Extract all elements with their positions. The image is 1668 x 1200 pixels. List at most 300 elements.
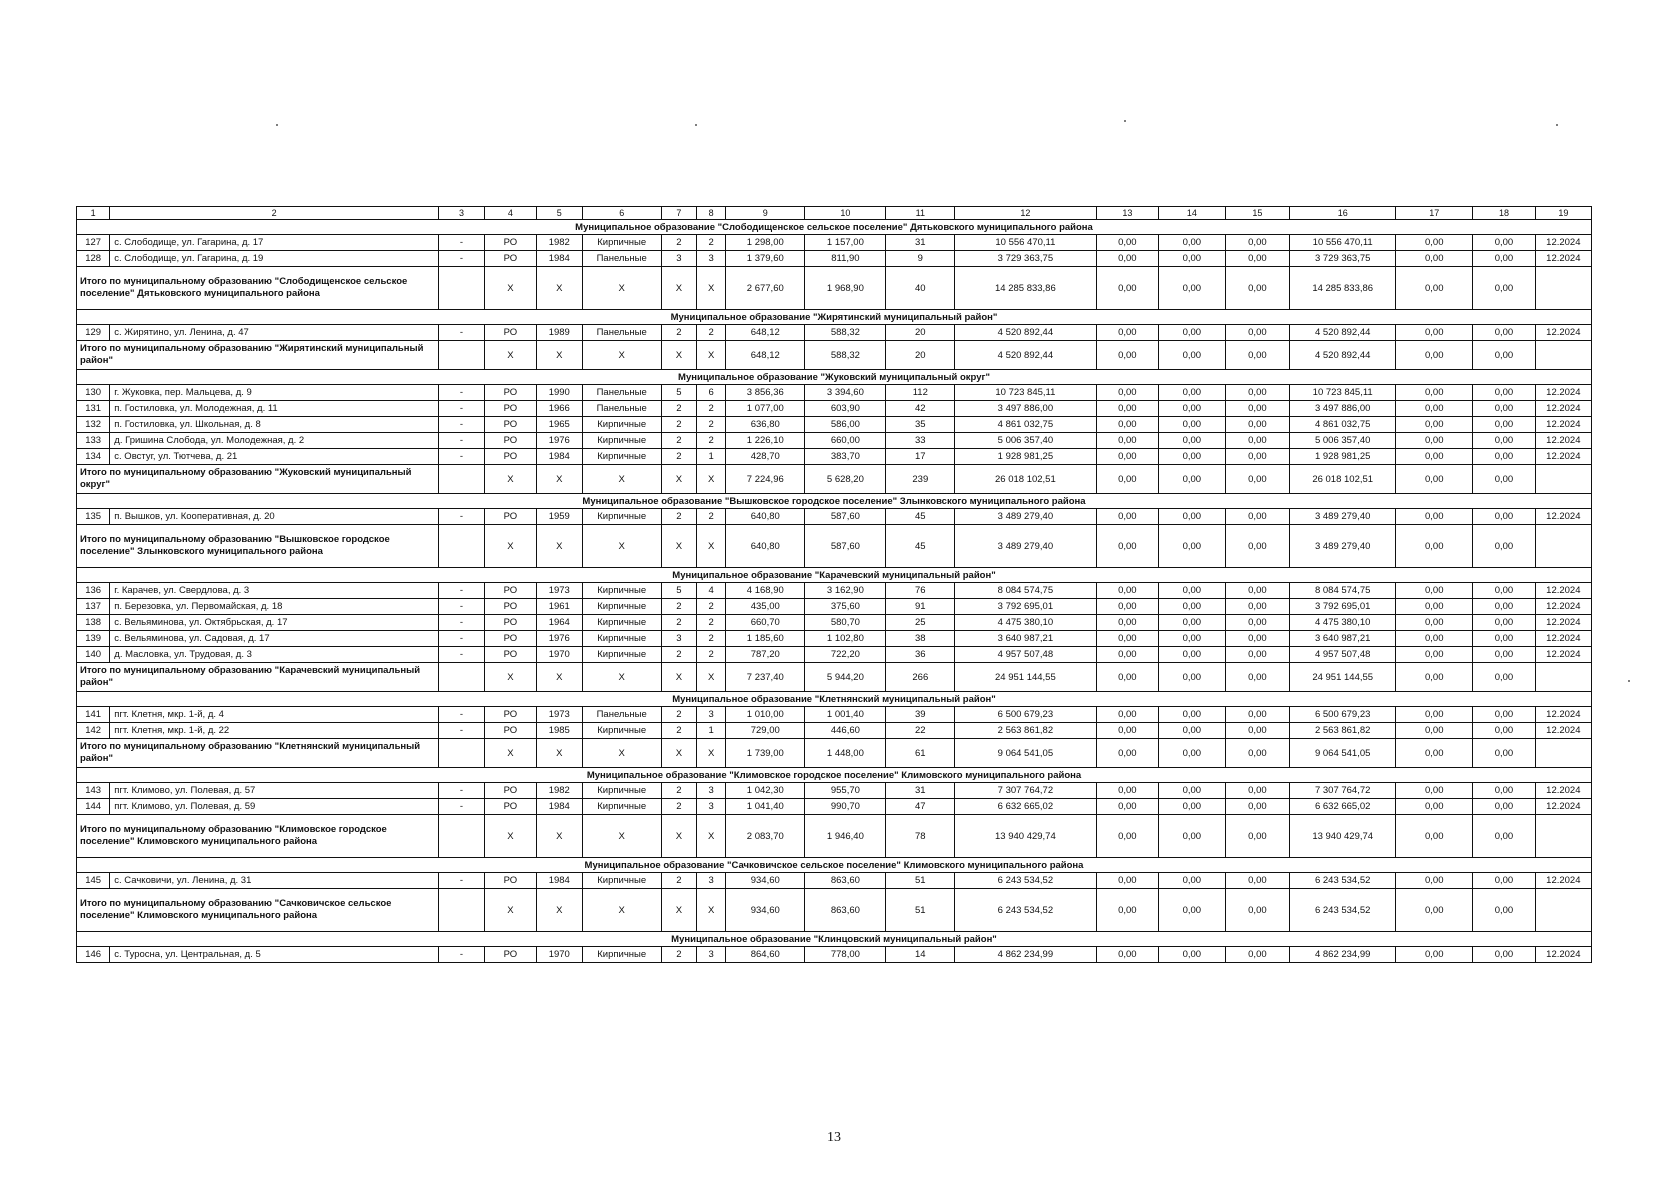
table-cell: 3	[697, 251, 726, 267]
table-cell: 1 157,00	[805, 235, 886, 251]
total-cell: X	[582, 663, 661, 692]
total-cell: 934,60	[726, 889, 805, 932]
table-cell: 0,00	[1225, 873, 1290, 889]
table-cell: 0,00	[1396, 783, 1473, 799]
table-cell: -	[439, 707, 485, 723]
table-cell: 10 556 470,11	[955, 235, 1097, 251]
table-cell: 0,00	[1396, 235, 1473, 251]
table-cell: 3	[697, 783, 726, 799]
column-number: 19	[1535, 207, 1591, 220]
table-cell: 1984	[536, 873, 582, 889]
table-cell: 145	[77, 873, 110, 889]
table-cell: 0,00	[1473, 583, 1535, 599]
table-cell: 4 861 032,75	[1290, 417, 1396, 433]
total-row	[77, 815, 1592, 858]
total-cell: 78	[886, 815, 955, 858]
table-cell: -	[439, 251, 485, 267]
total-cell: 1 448,00	[805, 739, 886, 768]
total-cell	[1535, 267, 1591, 310]
table-cell: 42	[886, 401, 955, 417]
table-cell: 0,00	[1396, 385, 1473, 401]
table-cell: 0,00	[1159, 631, 1226, 647]
total-cell	[439, 341, 485, 370]
total-cell: 0,00	[1396, 815, 1473, 858]
address-cell: д. Гришина Слобода, ул. Молодежная, д. 2	[110, 433, 439, 449]
table-cell: Панельные	[582, 401, 661, 417]
section-header-row	[77, 692, 1592, 707]
table-cell: 1 928 981,25	[955, 449, 1097, 465]
table-cell: 0,00	[1096, 599, 1158, 615]
total-cell: 0,00	[1396, 525, 1473, 568]
total-cell: X	[697, 815, 726, 858]
table-cell: 1984	[536, 251, 582, 267]
section-header-row	[77, 220, 1592, 235]
table-cell: РО	[484, 799, 536, 815]
table-cell: 4	[697, 583, 726, 599]
table-cell: 2	[661, 235, 696, 251]
total-cell: 0,00	[1096, 525, 1158, 568]
table-cell: 588,32	[805, 325, 886, 341]
table-cell: 36	[886, 647, 955, 663]
table-cell: РО	[484, 647, 536, 663]
table-cell: 3 489 279,40	[1290, 509, 1396, 525]
table-cell: РО	[484, 235, 536, 251]
table-cell: 4 957 507,48	[1290, 647, 1396, 663]
total-cell: 24 951 144,55	[1290, 663, 1396, 692]
total-cell	[439, 739, 485, 768]
total-cell: X	[661, 663, 696, 692]
table-cell: 22	[886, 723, 955, 739]
total-cell: 863,60	[805, 889, 886, 932]
table-cell: 4 520 892,44	[955, 325, 1097, 341]
address-cell: с. Жирятино, ул. Ленина, д. 47	[110, 325, 439, 341]
address-cell: пгт. Климово, ул. Полевая, д. 57	[110, 783, 439, 799]
table-cell: Панельные	[582, 707, 661, 723]
total-label: Итого по муниципальному образованию "Жирятинский муниципальный район"	[77, 341, 439, 370]
table-cell: 0,00	[1096, 631, 1158, 647]
table-cell: 12.2024	[1535, 583, 1591, 599]
table-cell: 0,00	[1473, 947, 1535, 963]
table-cell: 140	[77, 647, 110, 663]
table-cell: РО	[484, 417, 536, 433]
table-cell: 1961	[536, 599, 582, 615]
total-cell: 0,00	[1225, 341, 1290, 370]
total-cell: 0,00	[1225, 739, 1290, 768]
table-cell: 0,00	[1225, 583, 1290, 599]
total-cell: X	[536, 465, 582, 494]
table-cell: 0,00	[1225, 783, 1290, 799]
total-cell: X	[536, 267, 582, 310]
table-cell: 3	[697, 873, 726, 889]
page-number: 13	[827, 1130, 841, 1145]
section-header-row	[77, 858, 1592, 873]
table-cell: 9	[886, 251, 955, 267]
total-cell: 4 520 892,44	[1290, 341, 1396, 370]
table-cell: 0,00	[1396, 723, 1473, 739]
table-row	[77, 723, 1592, 739]
total-cell: 9 064 541,05	[955, 739, 1097, 768]
table-cell: 0,00	[1225, 401, 1290, 417]
table-cell: Кирпичные	[582, 783, 661, 799]
table-cell: -	[439, 385, 485, 401]
total-cell: X	[536, 739, 582, 768]
total-cell: 0,00	[1396, 739, 1473, 768]
table-row	[77, 417, 1592, 433]
total-cell: X	[484, 465, 536, 494]
table-cell: 5 006 357,40	[955, 433, 1097, 449]
column-number: 12	[955, 207, 1097, 220]
table-cell: 0,00	[1473, 433, 1535, 449]
total-row	[77, 663, 1592, 692]
table-cell: 1984	[536, 799, 582, 815]
table-cell: Кирпичные	[582, 631, 661, 647]
total-cell: 0,00	[1396, 889, 1473, 932]
table-cell: 0,00	[1159, 799, 1226, 815]
table-cell: 31	[886, 783, 955, 799]
total-cell: 0,00	[1096, 739, 1158, 768]
table-cell: 0,00	[1396, 325, 1473, 341]
table-cell: 51	[886, 873, 955, 889]
table-cell: 0,00	[1225, 615, 1290, 631]
total-cell: 13 940 429,74	[1290, 815, 1396, 858]
table-cell: 6	[697, 385, 726, 401]
column-number: 11	[886, 207, 955, 220]
table-cell: 2	[697, 433, 726, 449]
table-cell: 811,90	[805, 251, 886, 267]
table-cell: 2	[661, 799, 696, 815]
total-cell: 7 224,96	[726, 465, 805, 494]
table-cell: 3	[697, 707, 726, 723]
table-cell: 3 497 886,00	[1290, 401, 1396, 417]
total-cell: 0,00	[1473, 465, 1535, 494]
total-cell: 45	[886, 525, 955, 568]
total-cell: X	[536, 341, 582, 370]
total-cell: X	[582, 267, 661, 310]
table-body	[77, 207, 1592, 963]
total-cell: 0,00	[1096, 267, 1158, 310]
address-cell: п. Гостиловка, ул. Молодежная, д. 11	[110, 401, 439, 417]
table-cell: 0,00	[1473, 449, 1535, 465]
table-cell: 2	[661, 509, 696, 525]
column-number: 3	[439, 207, 485, 220]
table-cell: 603,90	[805, 401, 886, 417]
total-cell: X	[661, 525, 696, 568]
table-cell: Кирпичные	[582, 647, 661, 663]
table-cell: 2	[661, 873, 696, 889]
scan-speck	[1556, 124, 1558, 126]
total-cell: 0,00	[1096, 889, 1158, 932]
total-cell	[439, 663, 485, 692]
total-row	[77, 525, 1592, 568]
total-cell: 0,00	[1096, 465, 1158, 494]
total-row	[77, 341, 1592, 370]
table-cell: -	[439, 449, 485, 465]
table-cell: -	[439, 647, 485, 663]
total-cell: 0,00	[1159, 815, 1226, 858]
table-cell: 0,00	[1096, 723, 1158, 739]
total-cell: 26 018 102,51	[1290, 465, 1396, 494]
total-cell: 640,80	[726, 525, 805, 568]
column-number: 7	[661, 207, 696, 220]
total-cell: X	[697, 465, 726, 494]
total-cell: X	[536, 815, 582, 858]
table-cell: 0,00	[1159, 417, 1226, 433]
housing-register-table	[76, 206, 1592, 963]
section-title: Муниципальное образование "Клетнянский муниципальный район"	[77, 692, 1592, 707]
table-cell: 1964	[536, 615, 582, 631]
table-cell: 6 243 534,52	[955, 873, 1097, 889]
table-cell: 428,70	[726, 449, 805, 465]
total-label: Итого по муниципальному образованию "Слободищенское сельское поселение" Дятьковского муниципального района	[77, 267, 439, 310]
table-cell: 4 957 507,48	[955, 647, 1097, 663]
table-cell: 0,00	[1159, 783, 1226, 799]
total-cell: 2 083,70	[726, 815, 805, 858]
table-cell: 0,00	[1396, 509, 1473, 525]
table-cell: 2	[697, 401, 726, 417]
total-label: Итого по муниципальному образованию "Жуковский муниципальный округ"	[77, 465, 439, 494]
total-cell	[1535, 889, 1591, 932]
address-cell: п. Гостиловка, ул. Школьная, д. 8	[110, 417, 439, 433]
table-cell: 0,00	[1396, 401, 1473, 417]
total-cell: 0,00	[1225, 267, 1290, 310]
total-cell: 0,00	[1396, 465, 1473, 494]
table-row	[77, 449, 1592, 465]
total-cell: X	[661, 739, 696, 768]
table-cell: 2	[661, 599, 696, 615]
total-cell	[439, 525, 485, 568]
total-cell	[439, 465, 485, 494]
total-cell: X	[484, 815, 536, 858]
table-cell: 587,60	[805, 509, 886, 525]
table-row	[77, 799, 1592, 815]
table-cell: 6 632 665,02	[955, 799, 1097, 815]
total-cell	[439, 889, 485, 932]
total-cell: 3 489 279,40	[1290, 525, 1396, 568]
table-cell: -	[439, 401, 485, 417]
column-number: 17	[1396, 207, 1473, 220]
table-cell: 4 475 380,10	[955, 615, 1097, 631]
total-cell: X	[484, 525, 536, 568]
table-cell: 0,00	[1225, 433, 1290, 449]
table-cell: 3 729 363,75	[955, 251, 1097, 267]
table-cell: Кирпичные	[582, 799, 661, 815]
table-cell: 127	[77, 235, 110, 251]
total-cell: X	[697, 525, 726, 568]
table-cell: 12.2024	[1535, 599, 1591, 615]
address-cell: с. Слободище, ул. Гагарина, д. 19	[110, 251, 439, 267]
total-cell: 0,00	[1159, 341, 1226, 370]
table-cell: 0,00	[1159, 707, 1226, 723]
table-cell: 0,00	[1396, 799, 1473, 815]
table-cell: 648,12	[726, 325, 805, 341]
table-cell: 435,00	[726, 599, 805, 615]
table-cell: 1976	[536, 433, 582, 449]
section-header-row	[77, 932, 1592, 947]
total-cell: X	[582, 465, 661, 494]
total-cell: 0,00	[1473, 889, 1535, 932]
table-cell: 0,00	[1225, 325, 1290, 341]
table-cell: 0,00	[1159, 647, 1226, 663]
table-cell: 12.2024	[1535, 631, 1591, 647]
scan-speck	[1628, 680, 1630, 682]
table-cell: 0,00	[1473, 401, 1535, 417]
address-cell: г. Жуковка, пер. Мальцева, д. 9	[110, 385, 439, 401]
total-cell: 0,00	[1396, 663, 1473, 692]
table-cell: 3 792 695,01	[955, 599, 1097, 615]
table-cell: 4 520 892,44	[1290, 325, 1396, 341]
table-row	[77, 599, 1592, 615]
table-cell: РО	[484, 401, 536, 417]
total-cell: X	[536, 663, 582, 692]
total-label: Итого по муниципальному образованию "Клетнянский муниципальный район"	[77, 739, 439, 768]
total-cell: 0,00	[1225, 663, 1290, 692]
table-cell: 0,00	[1159, 723, 1226, 739]
table-cell: 1 102,80	[805, 631, 886, 647]
table-cell: 0,00	[1473, 615, 1535, 631]
table-cell: 137	[77, 599, 110, 615]
table-cell: 864,60	[726, 947, 805, 963]
table-cell: 31	[886, 235, 955, 251]
table-cell: 1970	[536, 947, 582, 963]
section-title: Муниципальное образование "Слободищенское сельское поселение" Дятьковского муниципального района	[77, 220, 1592, 235]
table-cell: 0,00	[1473, 509, 1535, 525]
total-cell: 7 237,40	[726, 663, 805, 692]
table-cell: 2 563 861,82	[955, 723, 1097, 739]
total-cell: 0,00	[1473, 341, 1535, 370]
register-sheet	[76, 206, 1592, 963]
table-cell: 12.2024	[1535, 723, 1591, 739]
table-cell: 0,00	[1396, 433, 1473, 449]
table-cell: 0,00	[1225, 509, 1290, 525]
table-cell: 141	[77, 707, 110, 723]
section-title: Муниципальное образование "Жирятинский муниципальный район"	[77, 310, 1592, 325]
section-title: Муниципальное образование "Вышковское городское поселение" Злынковского муниципального района	[77, 494, 1592, 509]
table-cell: 4 862 234,99	[1290, 947, 1396, 963]
total-cell: 0,00	[1159, 267, 1226, 310]
table-cell: 2	[661, 401, 696, 417]
table-cell: 0,00	[1473, 599, 1535, 615]
table-cell: 1 928 981,25	[1290, 449, 1396, 465]
address-cell: п. Вышков, ул. Кооперативная, д. 20	[110, 509, 439, 525]
total-cell: 0,00	[1396, 267, 1473, 310]
table-cell: 2	[661, 615, 696, 631]
table-cell: РО	[484, 723, 536, 739]
total-cell: X	[697, 663, 726, 692]
total-cell	[439, 815, 485, 858]
table-cell: 2	[661, 723, 696, 739]
table-cell: 0,00	[1096, 647, 1158, 663]
total-cell: X	[697, 889, 726, 932]
total-cell: 26 018 102,51	[955, 465, 1097, 494]
total-cell: 0,00	[1096, 663, 1158, 692]
table-cell: 144	[77, 799, 110, 815]
table-cell: 17	[886, 449, 955, 465]
table-cell: 91	[886, 599, 955, 615]
table-cell: 0,00	[1096, 583, 1158, 599]
table-cell: 2 563 861,82	[1290, 723, 1396, 739]
table-cell: 132	[77, 417, 110, 433]
table-cell: 5	[661, 583, 696, 599]
table-cell: РО	[484, 873, 536, 889]
table-cell: 20	[886, 325, 955, 341]
table-cell: 76	[886, 583, 955, 599]
table-cell: 12.2024	[1535, 417, 1591, 433]
address-cell: пгт. Клетня, мкр. 1-й, д. 4	[110, 707, 439, 723]
column-number: 9	[726, 207, 805, 220]
table-cell: 0,00	[1159, 235, 1226, 251]
table-cell: 1973	[536, 707, 582, 723]
table-cell: 0,00	[1159, 401, 1226, 417]
table-cell: 0,00	[1473, 631, 1535, 647]
table-cell: 2	[697, 599, 726, 615]
table-cell: 131	[77, 401, 110, 417]
table-row	[77, 385, 1592, 401]
table-row	[77, 783, 1592, 799]
address-cell: д. Масловка, ул. Трудовая, д. 3	[110, 647, 439, 663]
table-cell: 0,00	[1096, 251, 1158, 267]
total-cell: 0,00	[1096, 341, 1158, 370]
table-cell: 0,00	[1396, 251, 1473, 267]
total-label: Итого по муниципальному образованию "Карачевский муниципальный район"	[77, 663, 439, 692]
table-cell: 3 856,36	[726, 385, 805, 401]
table-cell: -	[439, 235, 485, 251]
total-label: Итого по муниципальному образованию "Вышковское городское поселение" Злынковского муниципального района	[77, 525, 439, 568]
table-cell: 1990	[536, 385, 582, 401]
table-cell: 0,00	[1096, 509, 1158, 525]
table-cell: 5 006 357,40	[1290, 433, 1396, 449]
table-cell: -	[439, 783, 485, 799]
table-cell: 0,00	[1159, 509, 1226, 525]
table-cell: 0,00	[1096, 449, 1158, 465]
table-cell: Кирпичные	[582, 417, 661, 433]
table-cell: 3	[661, 631, 696, 647]
total-cell: 3 489 279,40	[955, 525, 1097, 568]
table-cell: 3	[661, 251, 696, 267]
table-row	[77, 631, 1592, 647]
table-cell: 7 307 764,72	[955, 783, 1097, 799]
total-cell	[1535, 465, 1591, 494]
section-title: Муниципальное образование "Климовское городское поселение" Климовского муниципального района	[77, 768, 1592, 783]
total-cell: 0,00	[1473, 815, 1535, 858]
total-cell: X	[697, 739, 726, 768]
total-cell	[1535, 815, 1591, 858]
table-cell: 0,00	[1473, 707, 1535, 723]
table-cell: 1973	[536, 583, 582, 599]
table-cell: 0,00	[1096, 325, 1158, 341]
total-cell: 6 243 534,52	[955, 889, 1097, 932]
total-cell	[1535, 739, 1591, 768]
total-cell: X	[697, 267, 726, 310]
table-cell: 0,00	[1159, 449, 1226, 465]
table-cell: 142	[77, 723, 110, 739]
table-cell: 0,00	[1396, 873, 1473, 889]
table-cell: Кирпичные	[582, 449, 661, 465]
scan-speck	[1124, 120, 1126, 122]
table-cell: 0,00	[1159, 873, 1226, 889]
total-cell: 24 951 144,55	[955, 663, 1097, 692]
table-cell: 1970	[536, 647, 582, 663]
table-cell: 0,00	[1225, 947, 1290, 963]
table-cell: 0,00	[1096, 235, 1158, 251]
table-cell: 0,00	[1396, 449, 1473, 465]
table-cell: 12.2024	[1535, 251, 1591, 267]
table-cell: 0,00	[1396, 599, 1473, 615]
table-cell: 0,00	[1473, 385, 1535, 401]
total-cell: X	[582, 739, 661, 768]
total-cell: X	[661, 267, 696, 310]
total-cell: X	[484, 889, 536, 932]
total-cell: 14 285 833,86	[1290, 267, 1396, 310]
